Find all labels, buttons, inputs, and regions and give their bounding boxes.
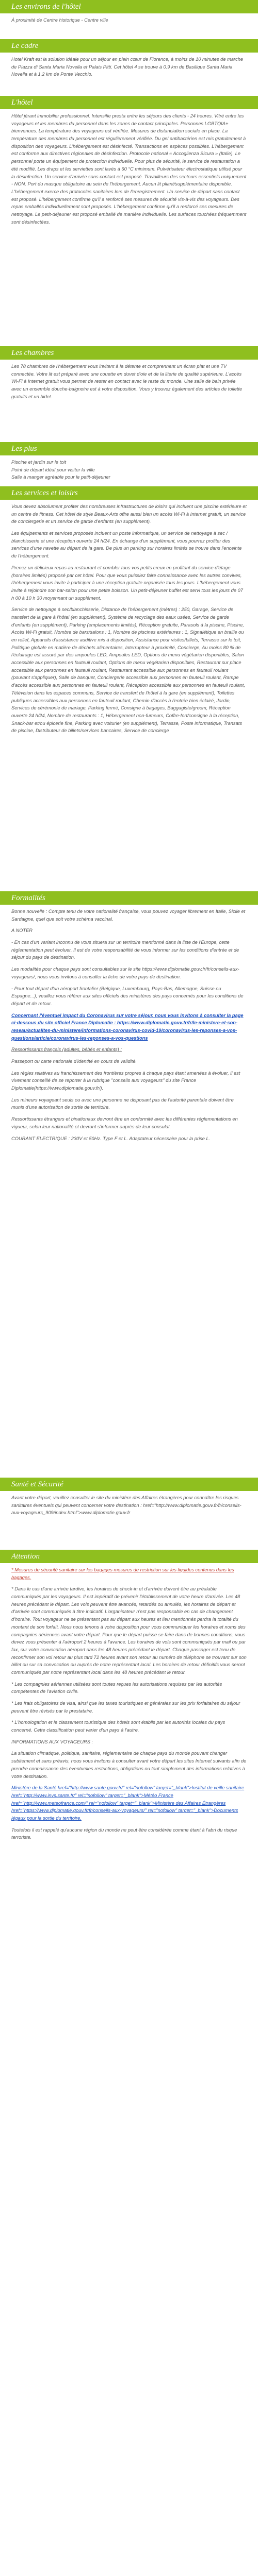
section-title: Attention: [11, 1552, 40, 1561]
formalites-paragraph: Les règles relatives au franchissement des frontières propres à chaque pays étant amenées à évoluer, il est vivement conseillé de se reporter à la rubrique "conseils aux voyageurs" du site France Diplomatie(https://www.diplomatie.gouv.fr/).: [11, 1070, 240, 1091]
formalites-paragraph: COURANT ELECTRIQUE : 230V et 50Hz. Type F et L. Adaptateur nécessaire pour la prise L.: [11, 1136, 211, 1141]
section-environs: [0, 0, 258, 36]
section-title: Le cadre: [11, 41, 39, 50]
section-title: L'hôtel: [11, 98, 33, 107]
attention-paragraph: INFORMATIONS AUX VOYAGEURS :: [11, 1739, 93, 1744]
attention-paragraph: Toutefois il est rappelé qu'aucune région du monde ne peut être considérée comme étant à l'abri du risque terroriste.: [11, 1827, 237, 1840]
formalites-covid-link[interactable]: Concernant l'éventuel impact du Coronavirus sur votre séjour, nous vous invitons à consulter la page ci-dessous du site officiel France Diplomatie : https://www.diplomatie.gouv.fr/fr/le-ministere-et-son-reseau/actualites-du-ministere/informations-coronavirus-covid-19/coronavirus-les-reponses-a-vos-questions/article/coronavirus-les-reponses-a-vos-questions: [11, 1012, 244, 1041]
plus-item: Point de départ idéal pour visiter la ville: [11, 467, 95, 472]
section-plus: [0, 442, 258, 483]
section-sante: [0, 1478, 258, 1547]
formalites-paragraph: Ressortissants français (adultes, bébés et enfants) :: [11, 1047, 122, 1053]
section-formalites: [0, 891, 258, 1475]
formalites-paragraph: A NOTER: [11, 928, 33, 934]
sante-text: Avant votre départ, veuillez consulter le site du ministère des Affaires étrangères pour connaître les risques sanitaires éventuels qui peuvent concerner votre destination : href="http://www.diplomatie.gouv.fr/fr/conseils-aux-voyageurs_909/index.html">www.diplomatie.gouv.fr: [11, 1495, 241, 1516]
section-cadre: [0, 39, 258, 93]
formalites-paragraph: Les mineurs voyageant seuls ou avec une personne ne disposant pas de l'autorité parentale doivent être munis d'une autorisation de sortie de territoire.: [11, 1097, 234, 1110]
formalites-paragraph: - Pour tout départ d'un aéroport frontalier (Belgique, Luxembourg, Pays-Bas, Allemagne, Suisse ou Espagne...), veuillez vous référer aux sites officiels des ministères des pays concernés pour les conditions de départ et de retour.: [11, 986, 244, 1006]
environs-text: À proximité de Centre historique - Centre ville: [11, 18, 108, 23]
section-chambres: [0, 346, 258, 439]
formalites-paragraph: Ressortissants étrangers et binationaux devront être en conformité avec les différentes réglementations en vigueur, selon leur nationalité et devront s'informer auprès de leur consulat.: [11, 1116, 238, 1129]
section-title: Santé et Sécurité: [11, 1480, 63, 1488]
attention-paragraph: * L'homologation et le classement touristique des hôtels sont établis par les autorités locales du pays concerné. Cette classification peut varier d'un pays à l'autre.: [11, 1720, 225, 1733]
formalites-paragraph: Bonne nouvelle : Compte tenu de votre nationalité française, vous pouvez voyager librement en Italie, Sicile et Sardaigne, quel que soit votre schéma vaccinal.: [11, 909, 246, 922]
loisirs-paragraph: Service de nettoyage à sec/blanchisserie, Distance de l'hébergement (mètres) : 250, Garage, Service de transfert de la gare à l'hôtel (en supplément), Système de recyclage des eaux usées, Service de garde d'enfants (en supplément), Parking (emplacements limités), Réception gratuite, Parasols à la piscine, Piscine, Accès Wi-Fi gratuit, Nombre de bars/salons : 1, Nombre de piscines extérieures : 1, Signalétique en braille ou en relief, Appareils d'assistance auditive mis à disposition, Assistance pour visites/billets, Terrasse sur le toit, Politique globale en matière de déchets alimentaires, Interrupteur à proximité, Concierge, Au moins 80 % de l'éclairage est assuré par des ampoules LED, Ampoules LED, Options de menu végétarien disponibles, Salon accessible aux personnes en fauteuil roulant, Options de menu végétarien disponibles, Restaurant sur place accessible aux personnes en fauteuil roulant, Restaurant accessible aux personnes en fauteuil roulant (pouvant s'appliquer), Salle de banquet, Conciergerie accessible aux personnes en fauteuil roulant, Rampe d'accès accessible aux personnes en fauteuil roulant, Réception accessible aux personnes en fauteuil roulant, Télévision dans les espaces communs, Service de transfert de l'hôtel à la gare (en supplément), Toilettes publiques accessibles aux personnes en fauteuil roulant, Chemin d'accès à l'entrée bien éclairé, Jardin, Services de cérémonie de mariage, Parking fermé, Consigne à bagages, Baggagiste/groom, Réception ouverte 24 h/24, Nombre de restaurants : 1, Hébergement non-fumeurs, Coffre-fort/consigne à la réception, Snack-bar et/ou épicerie fine, Parking avec voiturier (en supplément), Terrasse, Poste informatique, Transats de piscine, Distributeur de billets/services bancaires, Service de concierge: [11, 607, 245, 734]
section-header: [0, 1478, 258, 1491]
section-title: Formalités: [11, 893, 45, 902]
plus-item: Salle à manger agréable pour le petit-déjeuner: [11, 474, 110, 480]
section-header: [0, 486, 258, 500]
section-title: Les chambres: [11, 348, 54, 357]
plus-item: Piscine et jardin sur le toit: [11, 460, 66, 465]
section-header: [0, 39, 258, 53]
loisirs-paragraph: Prenez un délicieux repas au restaurant et combler tous vos petits creux en profitant du service d'étage (horaires limités) proposé par cet hôtel. Pour que vous puissiez faire connaissance avec les autres convives, l'hébergement vous invite à participer à une réception gratuite organisée tous les jours. L'hébergement vous invite à rejoindre son bar-salon pour une petite boisson. Un petit-déjeuner buffet est servi tous les jours de 07 h 00 à 10 h 30 moyennant un supplément.: [11, 565, 243, 601]
section-header: [0, 891, 258, 905]
attention-paragraph: La situation climatique, politique, sanitaire, réglementaire de chaque pays du monde pouvant changer subitement et sans préavis, nous vous invitons à consulter avant votre départ les sites Internet suivants afin de prendre connaissance des éventuelles restrictions, obligations ou tout simplement des informations relatives à votre destination.: [11, 1751, 247, 1779]
hotel-text: Hôtel jérant immobilier professionnel. Intensifie presta entre les séjours des clients - 24 heures. Vitré entre les voyageurs et les membres du personnel dans les zones de contact principales. Personnes LGBTQIA+ bienvenues. La température des voyageurs est vérifiée. Mesures de distanciation sociale en place. La température des membres du personnel est régulièrement vérifiée. Du gel antibactérien est mis gratuitement à disposition des voyageurs. L'hébergement est désinfecté. Transactions en espèces possibles. L'hébergement est conforme aux directives régionales de désinfection. Protocole national « Accoglienza Sicura » (Italie). Le personnel porte un équipement de protection individuelle. Pour plus de sécurité, le service de restauration a été modifié. Les draps et les serviettes sont lavés à 60 °C minimum. Pulvérisateur électrostatique utilisé pour la désinfection. Un service d'arrivée sans contact est proposé. Travailleurs des secteurs essentiels uniquement - NON. Port du masque obligatoire au sein de l'hébergement. Aucun lit pliant/supplémentaire disponible. L'hébergement exerce des protocoles sanitaires lors de l'enregistrement. Un service de départ sans contact est proposé. L'hébergement confirme qu'il a renforcé ses mesures de sécurité vis-à-vis des voyageurs. Des repas emballés individuellement sont proposés. L'hébergement confirme qu'il a renforcé ses mesures de nettoyage. Le petit-déjeuner est proposé emballé de manière individuelle. Les surfaces touchées fréquemment sont désinfectées.: [11, 113, 247, 225]
formalites-paragraph: Passeport ou carte nationale d'identité en cours de validité.: [11, 1059, 137, 1064]
section-header: [0, 0, 258, 13]
cadre-text: Hotel Kraft est la solution idéale pour un séjour en plein cœur de Florence, à moins de 10 minutes de marche de Piazza di Santa Maria Novella et Palais Pitti. Cet hôtel 4 se trouve à 0.9 km de Basilique Santa Maria Novella et à 1.2 km de Ponte Vecchio.: [11, 57, 244, 77]
section-header: [0, 1550, 258, 1563]
formalites-paragraph: Les modalités pour chaque pays sont consultables sur le site https://www.diplomatie.gouv.fr/fr/conseils-aux-voyageurs/, nous vous invitons à consulter la fiche de votre pays de destination.: [11, 967, 239, 979]
section-title: Les environs de l'hôtel: [11, 2, 81, 11]
section-hotel: [0, 96, 258, 343]
formalites-paragraph: - En cas d'un variant inconnu de vous situera sur un territoire mentionné dans la liste de l'Europe, cette réglementation peut évoluer. Il est de votre responsabilité de vous informer sur les conditions d'entrée et de séjour du pays de destination.: [11, 940, 239, 960]
section-attention: [0, 1550, 258, 2576]
loisirs-paragraph: Les équipements et services proposés incluent un poste informatique, un service de nettoyage à sec / blanchisserie et une réception ouverte 24 h/24. En échange d'un supplément, vous pourrez profiter des services d'une navette au départ de la gare. De plus un parking sur horaires limités se trouve dans l'enceinte de l'hébergement.: [11, 531, 242, 559]
attention-paragraph[interactable]: * Mesures de sécurité sanitaire sur les bagages mesures de restriction sur les liquides contenus dans les bagages.: [11, 1567, 234, 1580]
section-header: [0, 442, 258, 455]
section-loisirs: [0, 486, 258, 888]
attention-paragraph: * Dans le cas d'une arrivée tardive, les horaires de check-in et d'arrivée doivent être au préalable communiqués par les voyageurs. Il est impératif de prévenir l'établissement de votre heure d'arrivée. Les 48 heures précédant le départ. Les vols peuvent être avancés, retardés ou annulés, les horaires de départ et d'arrivée sont communiqués à titre indicatif. L'organisateur n'est pas responsable en cas de changement d'horaire. Tout voyageur ne se présentant pas au départ aux heures et lieu mentionnés perdra la totalité du montant de son forfait. Nous nous tenons à votre disposition pour vous communiquer les horaires et noms des compagnies aériennes avant votre départ. Pour que le départ puisse se faire dans de bonnes conditions, vous devez vous présenter à l'aéroport 2 heures à l'avance. Les horaires de vols sont communiqués par mail ou par fax, sur votre convocation aéroport dans les 48 heures précédant le départ. Chaque passager est tenu de reconfirmer son vol retour au plus tard 72 heures avant son retour au numéro de téléphone se trouvant sur son billet ou sur sa convocation ou auprès de notre représentant local. Les horaires de retour définitifs vous seront communiqués par notre représentant local dans les 48 heures précédant le retour.: [11, 1586, 247, 1675]
section-header: [0, 346, 258, 360]
attention-paragraph: * Les compagnies aériennes utilisées sont toutes reçues les autorisations requises par les autorités compétentes de l'aviation civile.: [11, 1681, 222, 1694]
attention-links[interactable]: Ministère de la Santé href="http://www.sante.gouv.fr/" rel="nofollow" target="_blank">Institut de veille sanitaire href="http://www.invs.sante.fr/" rel="nofollow" target="_blank">Météo France href="http://www.meteofrance.com/" rel="nofollow" target="_blank">Ministère des Affaires Étrangères href="https://www.diplomatie.gouv.fr/fr/conseils-aux-voyageurs/" rel="nofollow" target="_blank">Documents légaux pour la sortie du territoire.: [11, 1785, 245, 1821]
attention-paragraph: * Les frais obligatoires de visa, ainsi que les taxes touristiques et générales sur les prix forfaitaires du séjour peuvent être révisés par le prestataire.: [11, 1701, 240, 1714]
section-title: Les services et loisirs: [11, 488, 78, 497]
loisirs-paragraph: Vous devez absolument profiter des nombreuses infrastructures de loisirs qui incluent une piscine extérieure et un centre de fitness. Cet hôtel de style Beaux-Arts offre aussi bien un accès Wi-Fi à Internet gratuit, un service de conciergerie et un service de garde d'enfants (en supplément).: [11, 504, 247, 524]
section-title: Les plus: [11, 444, 37, 453]
section-header: [0, 96, 258, 109]
chambres-text: Les 78 chambres de l'hébergement vous invitent à la détente et comprennent un écran plat et une TV connectée. Votre lit est préparé avec une couette en duvet d'oie et de la literie de qualité supérieure. L'accès Wi-Fi à Internet gratuit vous permet de rester en contact avec le reste du monde. Une salle de bain privée avec un ensemble douche-baignoire est à votre disposition. Vous y trouvez également des articles de toilette gratuits et un bidet.: [11, 364, 243, 399]
